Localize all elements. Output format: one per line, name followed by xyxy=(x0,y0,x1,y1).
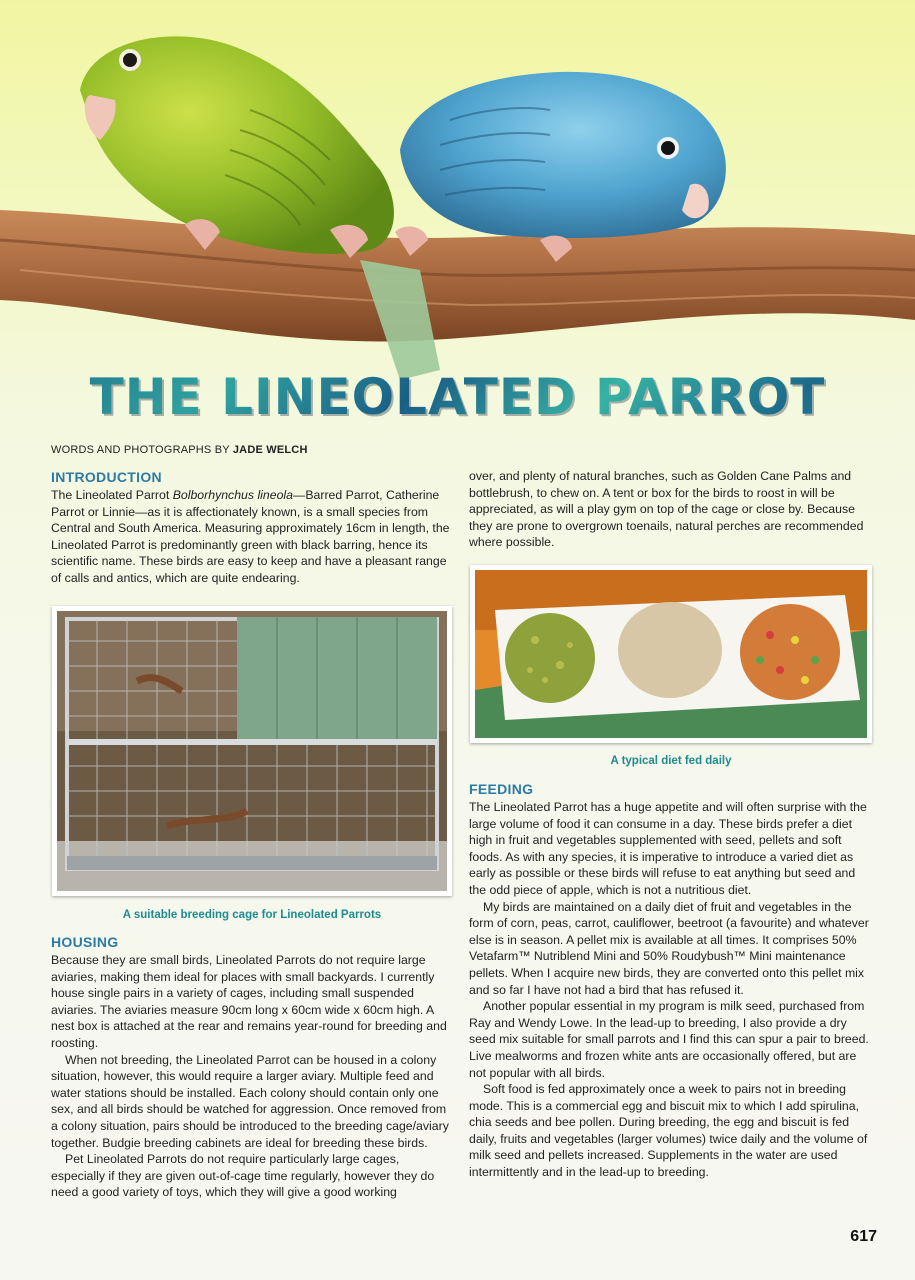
housing-paragraph-1: Because they are small birds, Lineolated Parrots do not require large aviaries, making them ideal for places with small backyards. I currently house single pairs in a variety of cages, including small suspended aviaries. The aviaries measure 90cm long x 60cm wide x 60cm high. A nest box is attached at the rear and remains year-round for breeding and roosting. xyxy=(51,953,447,1050)
introduction-paragraph: The Lineolated Parrot Bolborhynchus lineola—Barred Parrot, Catherine Parrot or Linnie—as it is affectionately known, is a small species from Central and South America. Measuring approximately 16cm in length, the Lineolated Parrot is predominantly green with black barring, hence its scientific name. These birds are easy to keep and have a pleasant range of calls and antics, which are quite endearing. xyxy=(51,488,450,585)
feeding-paragraph-2: My birds are maintained on a daily diet of fruit and vegetables in the form of corn, peas, carrot, cauliflower, beetroot (a favourite) and whatever else is in season. A pellet mix is available at all times. It comprises 50% Vetafarm™ Nutriblend Mini and 50% Roudybush™ Mini maintenance pellets. When I acquire new birds, they are converted onto this pellet mix and so far I have not had a bird that has refused it. xyxy=(469,899,869,997)
blue-parrot xyxy=(400,72,726,238)
page-number: 617 xyxy=(850,1228,877,1245)
feeding-section xyxy=(469,780,872,1181)
breeding-cage-photo xyxy=(52,606,452,896)
introduction-section xyxy=(51,468,455,587)
feeding-paragraph-4: Soft food is fed approximately once a week to pairs not in breeding mode. This is a commercial egg and biscuit mix to which I add spirulina, chia seeds and bee pollen. During breeding, the egg and biscuit is fed daily, fruits and vegetables (larger volumes) twice daily and the volume of milk seed and pellets increased. Supplements in the water are used intermittently and in the lead-up to breeding. xyxy=(469,1082,868,1180)
housing-continued xyxy=(469,468,872,551)
scientific-name: Bolborhynchus lineola xyxy=(172,488,294,502)
byline-author: JADE WELCH xyxy=(232,444,308,456)
byline xyxy=(51,444,308,456)
housing-paragraph-3: Pet Lineolated Parrots do not require particularly large cages, especially if they are given out-of-cage time regularly, however they do need a good variety of toys, which they will give a good working xyxy=(51,1152,435,1200)
housing-paragraph-2: When not breeding, the Lineolated Parrot can be housed in a colony situation, however, this would require a larger aviary. Multiple feed and water stations should be installed. Each colony should contain only one sex, and all birds should be watched for aggression. Once removed from a colony situation, pairs should be introduced to the breeding cage/aviary together. Budgie breeding cabinets are ideal for breeding these birds. xyxy=(51,1052,449,1150)
cage-photo-caption: A suitable breeding cage for Lineolated Parrots xyxy=(122,909,382,921)
feeding-heading: FEEDING xyxy=(469,781,534,797)
housing-section xyxy=(51,933,455,1201)
introduction-heading: INTRODUCTION xyxy=(51,469,162,485)
byline-prefix: WORDS AND PHOTOGRAPHS BY xyxy=(51,444,230,456)
hero-photo-parrots-on-branch xyxy=(0,0,915,390)
diet-photo xyxy=(470,565,872,743)
feeding-paragraph-3: Another popular essential in my program is milk seed, purchased from Ray and Wendy Lowe. In the lead-up to breeding, I also provide a dry seed mix suitable for small parrots and I find this can spur a pair to breed. Live mealworms and frozen white ants are occasionally offered, but are not popular with all birds. xyxy=(469,999,869,1080)
page-title: THE LINEOLATED PARROT xyxy=(0,368,915,426)
feeding-paragraph-1: The Lineolated Parrot has a huge appetite and will often surprise with the large volume of food it can consume in a day. These birds prefer a diet high in fruit and vegetables supplemented with seed, pellets and soft foods. As with any species, it is imperative to introduce a varied diet as early as possible or these birds will refuse to eat anything but seed and the odd piece of apple, which is not a nutritious diet. xyxy=(469,800,867,897)
housing-heading: HOUSING xyxy=(51,934,119,950)
diet-photo-caption: A typical diet fed daily xyxy=(610,755,732,767)
housing-paragraph-3-continued: over, and plenty of natural branches, such as Golden Cane Palms and bottlebrush, to chew on. A tent or box for the birds to roost in will be appreciated, as will a play gym on top of the cage or close by. Because they are prone to overgrown toenails, natural perches are recommended where possible. xyxy=(469,469,864,550)
